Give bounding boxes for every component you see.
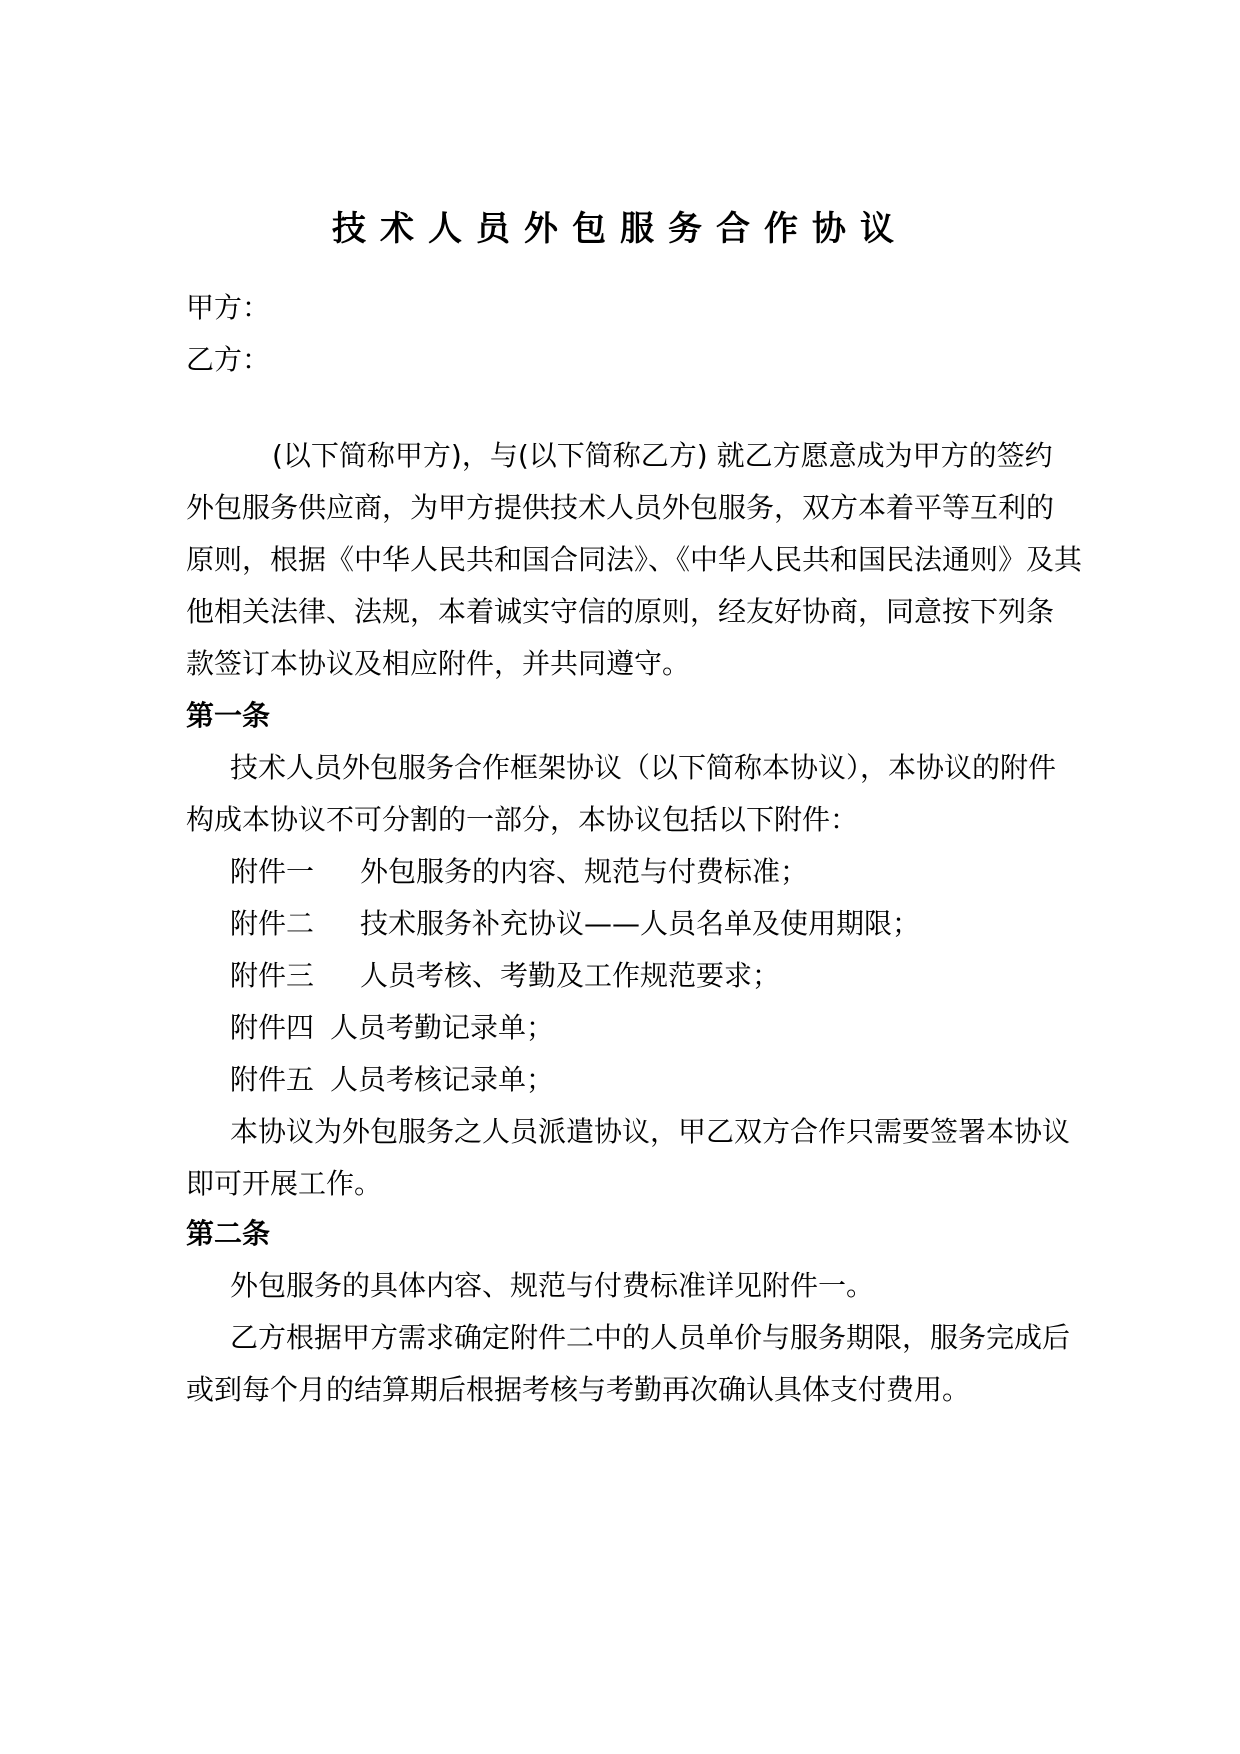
article-2-heading: 第二条 [186, 1217, 271, 1250]
annex-item-2 [230, 904, 920, 944]
party-b-label: 乙方： [186, 343, 271, 376]
article-2-para1: 外包服务的具体内容、规范与付费标准详见附件一。 [230, 1269, 875, 1302]
preamble-line-1: (以下简称甲方)，与(以下简称乙方) 就乙方愿意成为甲方的签约 [272, 439, 1053, 472]
annex-item-3 [230, 956, 780, 996]
article-1-para1-line-2: 构成本协议不可分割的一部分，本协议包括以下附件： [186, 803, 859, 836]
article-2-para2-line-1: 乙方根据甲方需求确定附件二中的人员单价与服务期限，服务完成后 [230, 1321, 1071, 1354]
article-1-heading: 第一条 [186, 699, 271, 732]
article-1-para2-line-2: 即可开展工作。 [186, 1167, 383, 1200]
annex-number: 附件三 [230, 959, 315, 992]
annex-number: 附件五 [230, 1063, 315, 1096]
annex-description: 外包服务的内容、规范与付费标准； [360, 855, 809, 888]
party-a-label: 甲方： [186, 291, 271, 324]
annex-item-1 [230, 852, 808, 892]
annex-description: 人员考核、考勤及工作规范要求； [360, 959, 781, 992]
preamble-line-5: 款签订本协议及相应附件，并共同遵守。 [186, 647, 691, 680]
annex-number: 附件二 [230, 907, 315, 940]
document-title: 技术人员外包服务合作协议 [332, 209, 908, 249]
annex-number: 附件一 [230, 855, 315, 888]
annex-description: 人员考勤记录单； [330, 1011, 555, 1044]
annex-item-4 [230, 1008, 554, 1048]
preamble-line-4: 他相关法律、法规，本着诚实守信的原则，经友好协商，同意按下列条 [186, 595, 1055, 628]
article-1-para2-line-1: 本协议为外包服务之人员派遣协议，甲乙双方合作只需要签署本协议 [230, 1115, 1071, 1148]
annex-description: 技术服务补充协议——人员名单及使用期限； [360, 907, 921, 940]
article-1-para1-line-1: 技术人员外包服务合作框架协议（以下简称本协议），本协议的附件 [230, 751, 1057, 784]
annex-description: 人员考核记录单； [330, 1063, 555, 1096]
preamble-line-2: 外包服务供应商，为甲方提供技术人员外包服务，双方本着平等互利的 [186, 491, 1055, 524]
preamble-line-3: 原则，根据《中华人民共和国合同法》、《中华人民共和国民法通则》及其 [186, 543, 1083, 576]
article-2-para2-line-2: 或到每个月的结算期后根据考核与考勤再次确认具体支付费用。 [186, 1373, 971, 1406]
annex-item-5 [230, 1060, 554, 1100]
annex-number: 附件四 [230, 1011, 315, 1044]
